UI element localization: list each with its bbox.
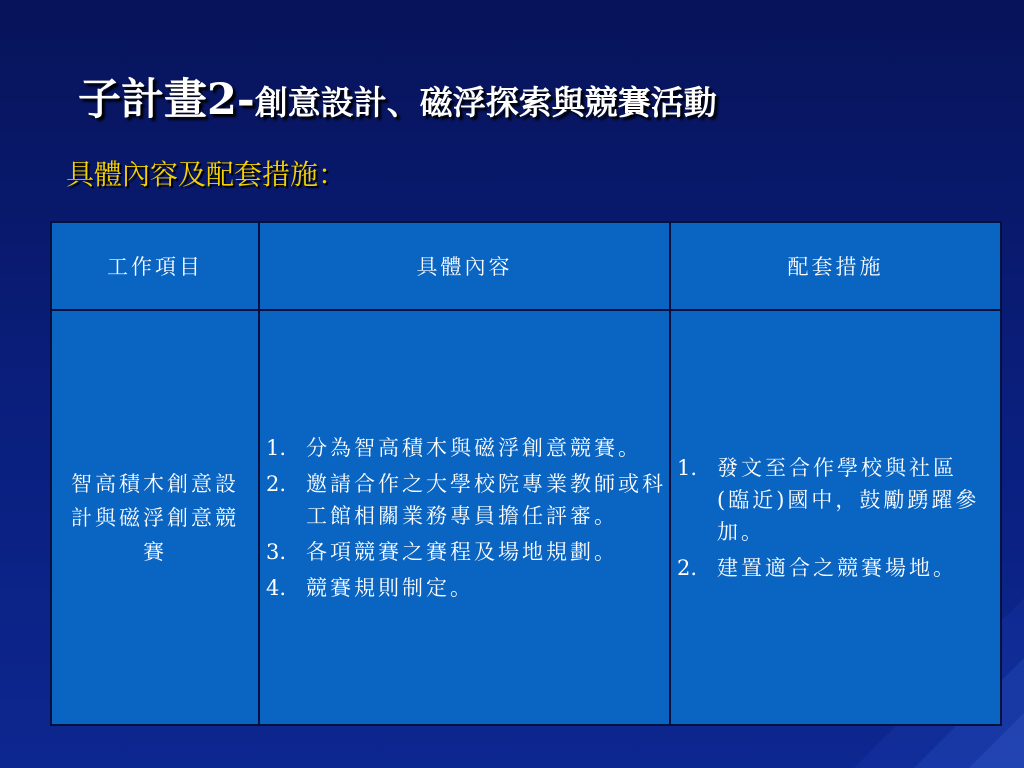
list-item <box>266 572 669 604</box>
list-item-text: 建置適合之競賽場地。 <box>717 555 957 580</box>
measures-list <box>677 452 986 584</box>
list-item-number: 2. <box>266 471 287 496</box>
list-item-number: 3. <box>266 539 287 564</box>
content-table <box>50 221 1002 726</box>
work-item-cell: 智高積木創意設計與磁浮創意競賽 <box>51 310 259 725</box>
content-list <box>266 432 669 604</box>
list-item-text: 各項競賽之賽程及場地規劃。 <box>306 539 618 564</box>
list-item-number: 4. <box>266 575 287 600</box>
header-content: 具體內容 <box>259 222 670 310</box>
slide-title-main: 子計畫2- <box>78 75 255 125</box>
list-item-number: 1. <box>677 455 698 480</box>
list-item <box>677 552 986 584</box>
list-item <box>266 468 669 532</box>
header-measures: 配套措施 <box>670 222 1001 310</box>
content-cell <box>259 310 670 725</box>
slide-subtitle: 具體內容及配套措施： <box>66 158 347 191</box>
list-item-text: 競賽規則制定。 <box>306 575 474 600</box>
slide-title <box>78 66 717 127</box>
list-item-text: 分為智高積木與磁浮創意競賽。 <box>306 435 642 460</box>
slide-title-sub: 創意設計、磁浮探索與競賽活動 <box>254 83 717 122</box>
list-item-text: 發文至合作學校與社區(臨近)國中，鼓勵踴躍參加。 <box>717 455 980 544</box>
header-work-item: 工作項目 <box>51 222 259 310</box>
table-row <box>51 310 1001 725</box>
measures-cell <box>670 310 1001 725</box>
list-item-number: 2. <box>677 555 698 580</box>
table-header-row <box>51 222 1001 310</box>
list-item <box>677 452 986 548</box>
list-item <box>266 432 669 464</box>
list-item-number: 1. <box>266 435 287 460</box>
list-item <box>266 536 669 568</box>
list-item-text: 邀請合作之大學校院專業教師或科工館相關業務專員擔任評審。 <box>306 471 666 528</box>
